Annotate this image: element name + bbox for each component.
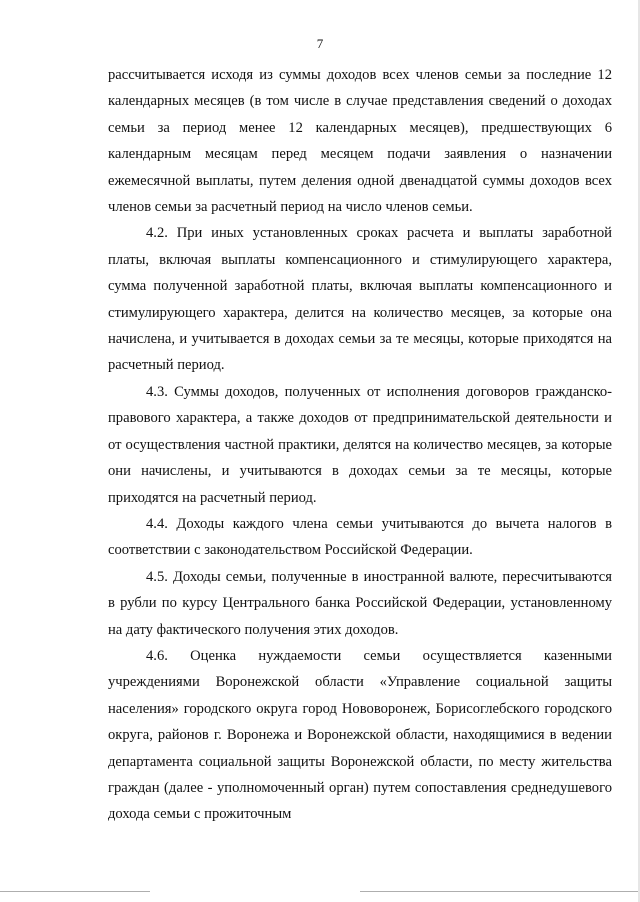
document-body: [108, 62, 612, 828]
scan-edge-mark-right: [360, 891, 640, 892]
paragraph-4-2: 4.2. При иных установленных сроках расчета и выплаты заработной платы, включая выплаты компенсационного и стимулирующего характера, сумма полученной заработной платы, включая выплаты компенсационного и стимулирующего характера, делится на количество месяцев, за которые она начислена, и учитывается в доходах семьи за те месяцы, которые приходятся на расчетный период.: [108, 225, 612, 374]
scan-edge-mark-left: [0, 891, 150, 892]
paragraph-4-6: 4.6. Оценка нуждаемости семьи осуществляется казенными учреждениями Воронежской области «Управление социальной защиты населения» городского округа город Нововоронеж, Борисоглебского городского округа, районов г. Воронежа и Воронежской области, находящимися в ведении департамента социальной защиты Воронежской области, по месту жительства граждан (далее - уполномоченный орган) путем сопоставления среднедушевого дохода семьи с прожиточным: [108, 647, 612, 823]
paragraph-4-5: 4.5. Доходы семьи, полученные в иностранной валюте, пересчитываются в рубли по курсу Центрального банка Российской Федерации, установленному на дату фактического получения этих доходов.: [108, 568, 612, 638]
paragraph-4-4: 4.4. Доходы каждого члена семьи учитываются до вычета налогов в соответствии с законодательством Российской Федерации.: [108, 515, 612, 559]
paragraph-4-3: 4.3. Суммы доходов, полученных от исполнения договоров гражданско-правового характера, а также доходов от предпринимательской деятельности и от осуществления частной практики, делятся на количество месяцев, за которые они начислены, и учитываются в доходах семьи за те месяцы, которые приходятся на расчетный период.: [108, 383, 612, 506]
page-number: 7: [316, 36, 324, 51]
paragraph-continuation: рассчитывается исходя из суммы доходов всех членов семьи за последние 12 календарных месяцев (в том числе в случае представления сведений о доходах семьи за период менее 12 календарных месяцев), предшествующих 6 календарным месяцам перед месяцем подачи заявления о назначении ежемесячной выплаты, путем деления одной двенадцатой суммы доходов всех членов семьи за расчетный период на число членов семьи.: [108, 67, 612, 216]
